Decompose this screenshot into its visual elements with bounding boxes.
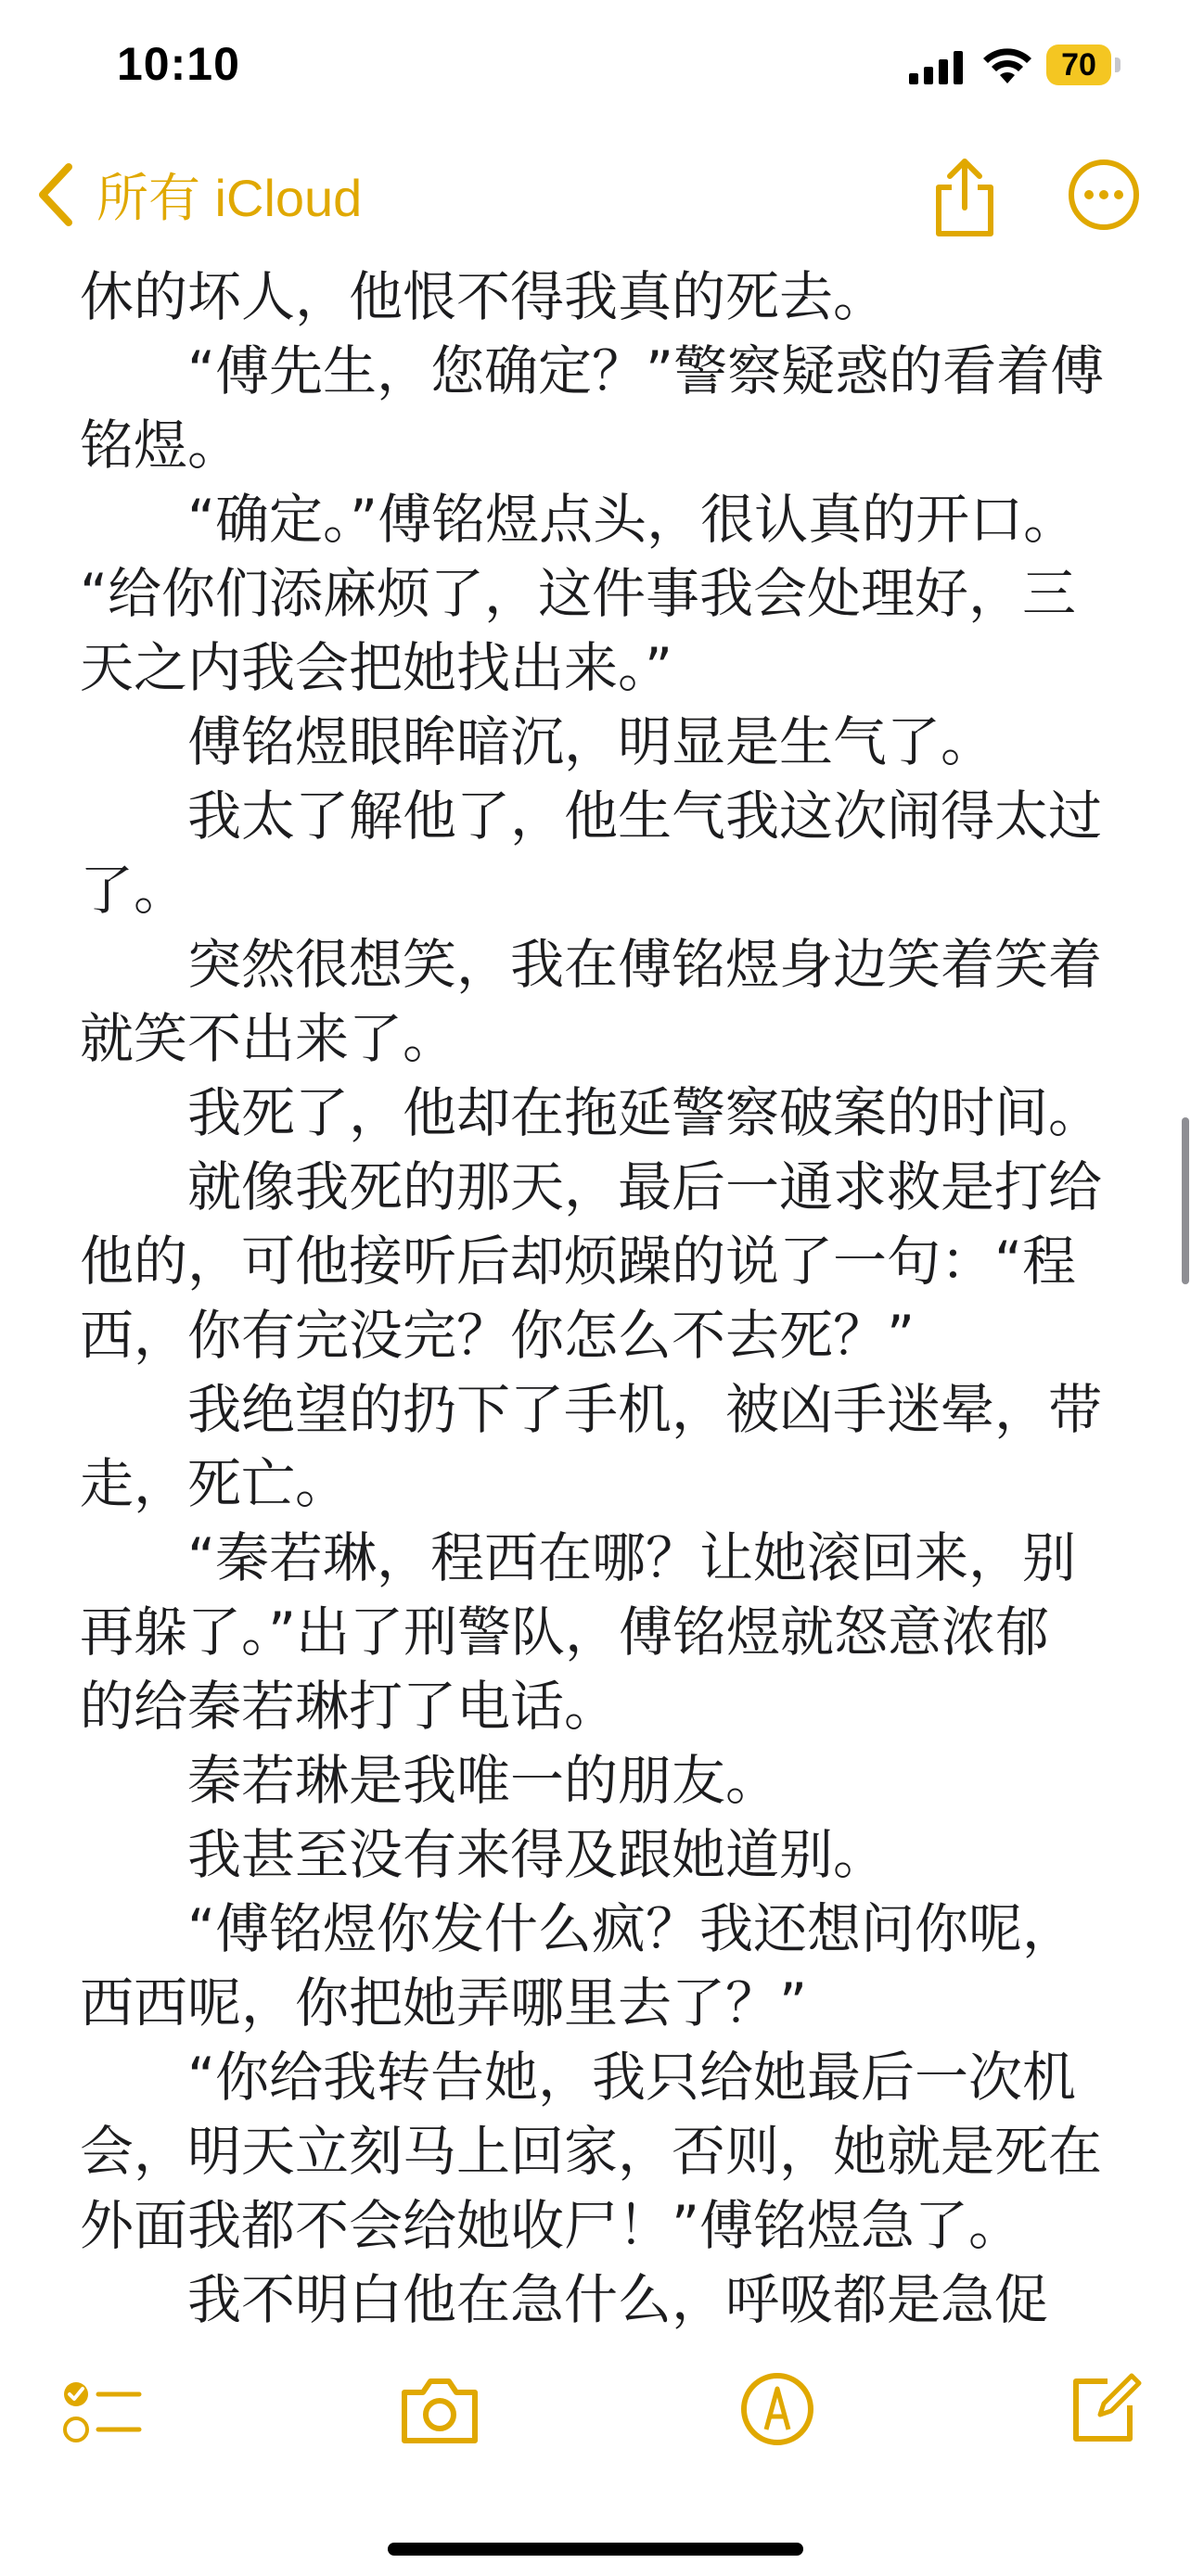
camera-icon: [397, 2374, 482, 2448]
checklist-icon: [59, 2376, 143, 2450]
markup-icon: [738, 2370, 816, 2448]
note-line: 就笑不出来了。: [80, 1007, 457, 1070]
more-button[interactable]: [1067, 158, 1141, 236]
note-line: 西西呢，你把她弄哪里去了？”: [80, 1971, 808, 2034]
navigation-bar: [0, 139, 1191, 260]
status-bar: [0, 0, 1191, 139]
share-button[interactable]: [928, 156, 1002, 243]
battery-cap: [1115, 57, 1121, 72]
more-icon: [1067, 158, 1141, 232]
checklist-button[interactable]: [59, 2376, 143, 2454]
note-line: “你给我转告她，我只给她最后一次机: [187, 2046, 1077, 2109]
status-time: 10:10: [117, 38, 240, 90]
bottom-toolbar: [0, 2374, 1191, 2494]
note-line: 傅铭煜眼眸暗沉，明显是生气了。: [187, 710, 995, 773]
note-line: 会，明天立刻马上回家，否则，她就是死在: [80, 2120, 1103, 2183]
note-line: 他的，可他接听后却烦躁的说了一句：“程: [80, 1230, 1077, 1293]
note-line: 了。: [80, 859, 188, 922]
markup-button[interactable]: [738, 2370, 816, 2452]
note-line: “傅先生，您确定？”警察疑惑的看着傅: [187, 339, 1105, 402]
cellular-signal-icon: [909, 51, 967, 88]
back-button[interactable]: [33, 158, 362, 232]
note-line: 西，你有完没完？你怎么不去死？”: [80, 1304, 916, 1367]
note-line: 铭煜。: [80, 414, 242, 477]
home-indicator: [388, 2543, 803, 2556]
note-line: 我不明白他在急什么，呼吸都是急促: [187, 2268, 1049, 2331]
share-icon: [928, 156, 1002, 239]
note-line: “确定。”傅铭煜点头，很认真的开口。: [187, 488, 1078, 551]
note-line: 走，死亡。: [80, 1452, 350, 1515]
note-line: 就像我死的那天，最后一通求救是打给: [187, 1155, 1103, 1218]
compose-button[interactable]: [1067, 2366, 1143, 2448]
note-line: 我太了解他了，他生气我这次闹得太过: [187, 784, 1103, 848]
battery-indicator: 70: [1046, 45, 1111, 85]
note-body[interactable]: [80, 260, 1119, 2337]
note-line: 的给秦若琳打了电话。: [80, 1675, 619, 1738]
note-line: “傅铭煜你发什么疯？我还想问你呢，: [187, 1897, 1077, 1960]
scroll-indicator[interactable]: [1182, 1117, 1189, 1284]
note-line: “秦若琳，程西在哪？让她滚回来，别: [187, 1526, 1077, 1589]
chevron-left-icon: [33, 161, 78, 228]
wifi-icon: [981, 46, 1033, 89]
note-line: 我死了，他却在拖延警察破案的时间。: [187, 1081, 1103, 1144]
note-line: 突然很想笑，我在傅铭煜身边笑着笑着: [187, 933, 1103, 996]
note-line: 天之内我会把她找出来。”: [80, 636, 673, 699]
note-line: 外面我都不会给她收尸！”傅铭煜急了。: [80, 2194, 1023, 2257]
camera-button[interactable]: [397, 2374, 482, 2452]
note-line: 我甚至没有来得及跟她道别。: [187, 1823, 888, 1886]
note-line: “给你们添麻烦了，这件事我会处理好，三: [80, 562, 1077, 625]
note-line: 再躲了。”出了刑警队，傅铭煜就怒意浓郁: [80, 1600, 1050, 1664]
back-label: 所有 iCloud: [96, 169, 363, 227]
note-line: 秦若琳是我唯一的朋友。: [187, 1749, 780, 1812]
compose-icon: [1067, 2366, 1143, 2444]
note-line: 我绝望的扔下了手机，被凶手迷晕，带: [187, 1378, 1103, 1441]
note-line: 休的坏人，他恨不得我真的死去。: [80, 265, 888, 328]
